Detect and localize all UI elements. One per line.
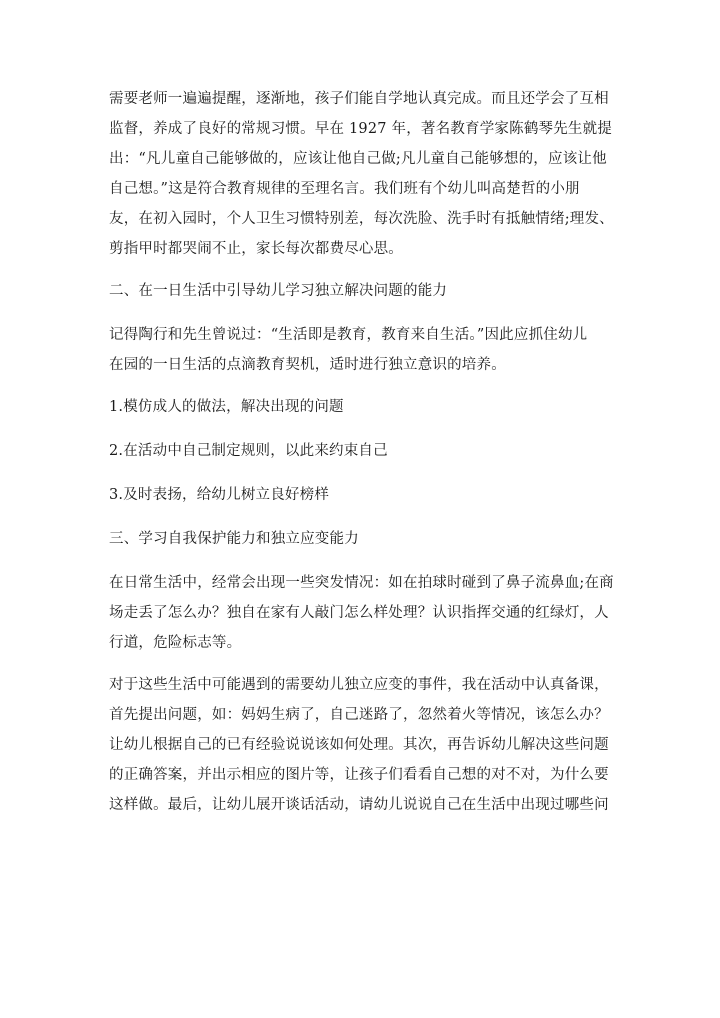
text-line: 友，在初入园时，个人卫生习惯特别差，每次洗脸、洗手时有抵触情绪;理发、 [109,211,614,227]
heading-line: 三、学习自我保护能力和独立应变能力 [109,531,359,547]
text-line: 在园的一日生活的点滴教育契机，适时进行独立意识的培养。 [109,357,506,373]
text-line: 的正确答案，并出示相应的图片等，让孩子们看看自己想的对不对，为什么要 [109,767,609,783]
list-item-text: 3.及时表扬，给幼儿树立良好榜样 [109,487,330,503]
list-item-text: 2.在活动中自己制定规则，以此来约束自己 [109,443,388,459]
text-line: 这样做。最后，让幼儿展开谈话活动，请幼儿说说自己在生活中出现过哪些问 [109,797,609,813]
text-line: 需要老师一遍遍提醒，逐渐地，孩子们能自学地认真完成。而且还学会了互相 [109,91,609,107]
list-item-3 [109,480,619,510]
list-item-text: 1.模仿成人的做法，解决出现的问题 [109,399,344,415]
text-line: 出：“凡儿童自己能够做的，应该让他自己做;凡儿童自己能够想的，应该让他 [109,151,607,167]
section-heading-3 [109,524,619,554]
paragraph-method [109,670,619,820]
list-item-2 [109,436,619,466]
heading-line: 二、在一日生活中引导幼儿学习独立解决问题的能力 [109,283,448,299]
text-line: 对于这些生活中可能遇到的需要幼儿独立应变的事件，我在活动中认真备课， [109,677,609,693]
text-line: 在日常生活中，经常会出现一些突发情况：如在拍球时碰到了鼻子流鼻血;在商 [109,575,614,591]
text-line: 让幼儿根据自己的已有经验说说该如何处理。其次，再告诉幼儿解决这些问题 [109,737,609,753]
paragraph-intro [109,84,619,264]
list-item-1 [109,392,619,422]
text-line: 剪指甲时都哭闹不止，家长每次都费尽心思。 [109,241,403,257]
paragraph-quote [109,320,619,380]
text-line: 场走丢了怎么办？独自在家有人敲门怎么样处理？认识指挥交通的红绿灯，人 [109,605,609,621]
text-line: 自己想。”这是符合教育规律的至理名言。我们班有个幼儿叫高楚哲的小朋 [109,181,580,197]
document-page [109,84,619,832]
section-heading-2 [109,276,619,306]
text-line: 首先提出问题，如：妈妈生病了，自己迷路了，忽然着火等情况，该怎么办？ [109,707,609,723]
text-line: 监督，养成了良好的常规习惯。早在 1927 年，著名教育学家陈鹤琴先生就提 [109,121,613,137]
text-line: 行道，危险标志等。 [109,635,242,651]
paragraph-situations [109,568,619,658]
text-line: 记得陶行和先生曾说过：“生活即是教育，教育来自生活。”因此应抓住幼儿 [109,327,588,343]
